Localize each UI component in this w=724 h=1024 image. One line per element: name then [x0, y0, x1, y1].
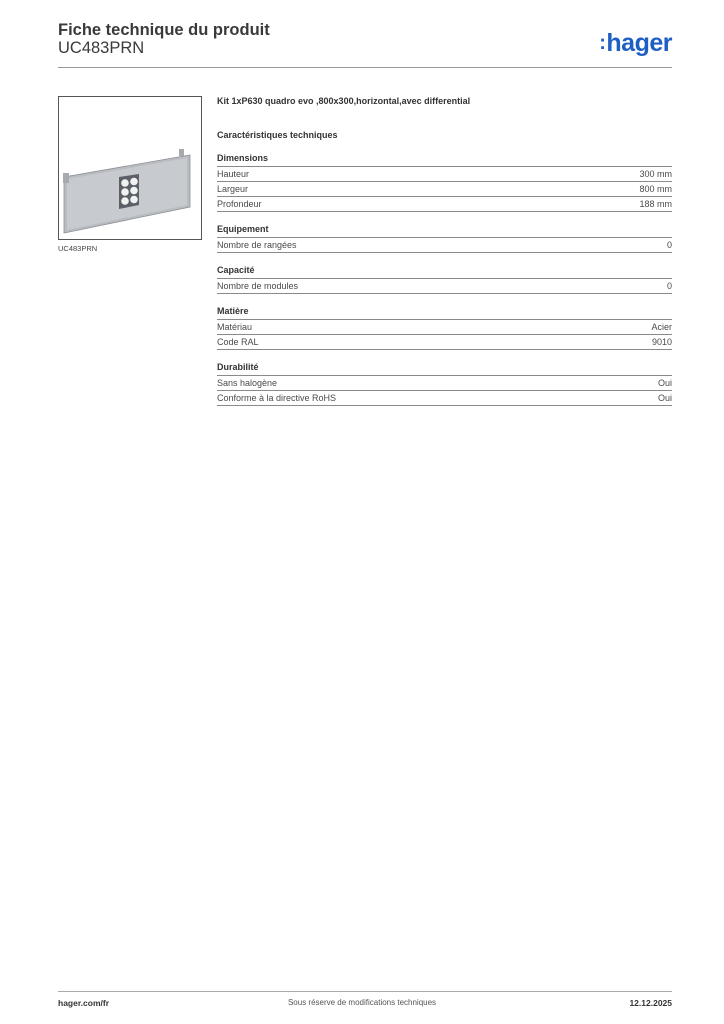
spec-value: 300 mm — [639, 169, 672, 179]
footer-disclaimer: Sous réserve de modifications techniques — [287, 998, 437, 1007]
logo-text: hager — [606, 29, 672, 57]
spec-row — [217, 376, 672, 391]
section-durabilite — [217, 362, 672, 406]
footer-date: 12.12.2025 — [629, 998, 672, 1008]
section-dimensions — [217, 153, 672, 212]
spec-value: 0 — [666, 240, 672, 250]
spec-value: 188 mm — [639, 199, 672, 209]
section-title: Equipement — [217, 224, 672, 238]
spec-label: Nombre de modules — [217, 281, 299, 291]
spec-label: Nombre de rangées — [217, 240, 297, 250]
spec-value: 9010 — [651, 337, 672, 347]
tech-heading: Caractéristiques techniques — [217, 130, 338, 140]
product-image — [58, 96, 202, 240]
section-title: Capacité — [217, 265, 672, 279]
section-title: Dimensions — [217, 153, 672, 167]
spec-label: Profondeur — [217, 199, 262, 209]
spec-label: Matériau — [217, 322, 253, 332]
section-matiere — [217, 306, 672, 350]
spec-value: Oui — [657, 378, 672, 388]
spec-row — [217, 238, 672, 253]
spec-label: Hauteur — [217, 169, 250, 179]
section-equipement — [217, 224, 672, 253]
image-caption: UC483PRN — [58, 244, 98, 253]
spec-label: Sans halogène — [217, 378, 278, 388]
spec-value: Acier — [651, 322, 672, 332]
spec-row — [217, 167, 672, 182]
spec-label: Conforme à la directive RoHS — [217, 393, 337, 403]
section-title: Durabilité — [217, 362, 672, 376]
spec-label: Code RAL — [217, 337, 259, 347]
product-description: Kit 1xP630 quadro evo ,800x300,horizontal,avec differential — [217, 96, 471, 106]
spec-label: Largeur — [217, 184, 249, 194]
spec-value: 800 mm — [639, 184, 672, 194]
spec-row — [217, 197, 672, 212]
spec-row — [217, 182, 672, 197]
spec-row — [217, 279, 672, 294]
spec-value: 0 — [666, 281, 672, 291]
spec-row — [217, 320, 672, 335]
footer-divider — [58, 991, 672, 992]
header-divider — [58, 67, 672, 68]
spec-row — [217, 391, 672, 406]
footer-website-link[interactable]: hager.com/fr — [58, 998, 110, 1008]
spec-content — [217, 96, 672, 418]
hager-logo: :hager — [599, 29, 672, 57]
product-illustration — [59, 97, 201, 239]
page-title: Fiche technique du produit — [58, 21, 270, 39]
section-capacite — [217, 265, 672, 294]
spec-row — [217, 335, 672, 350]
product-reference: UC483PRN — [58, 39, 145, 57]
spec-value: Oui — [657, 393, 672, 403]
section-title: Matière — [217, 306, 672, 320]
